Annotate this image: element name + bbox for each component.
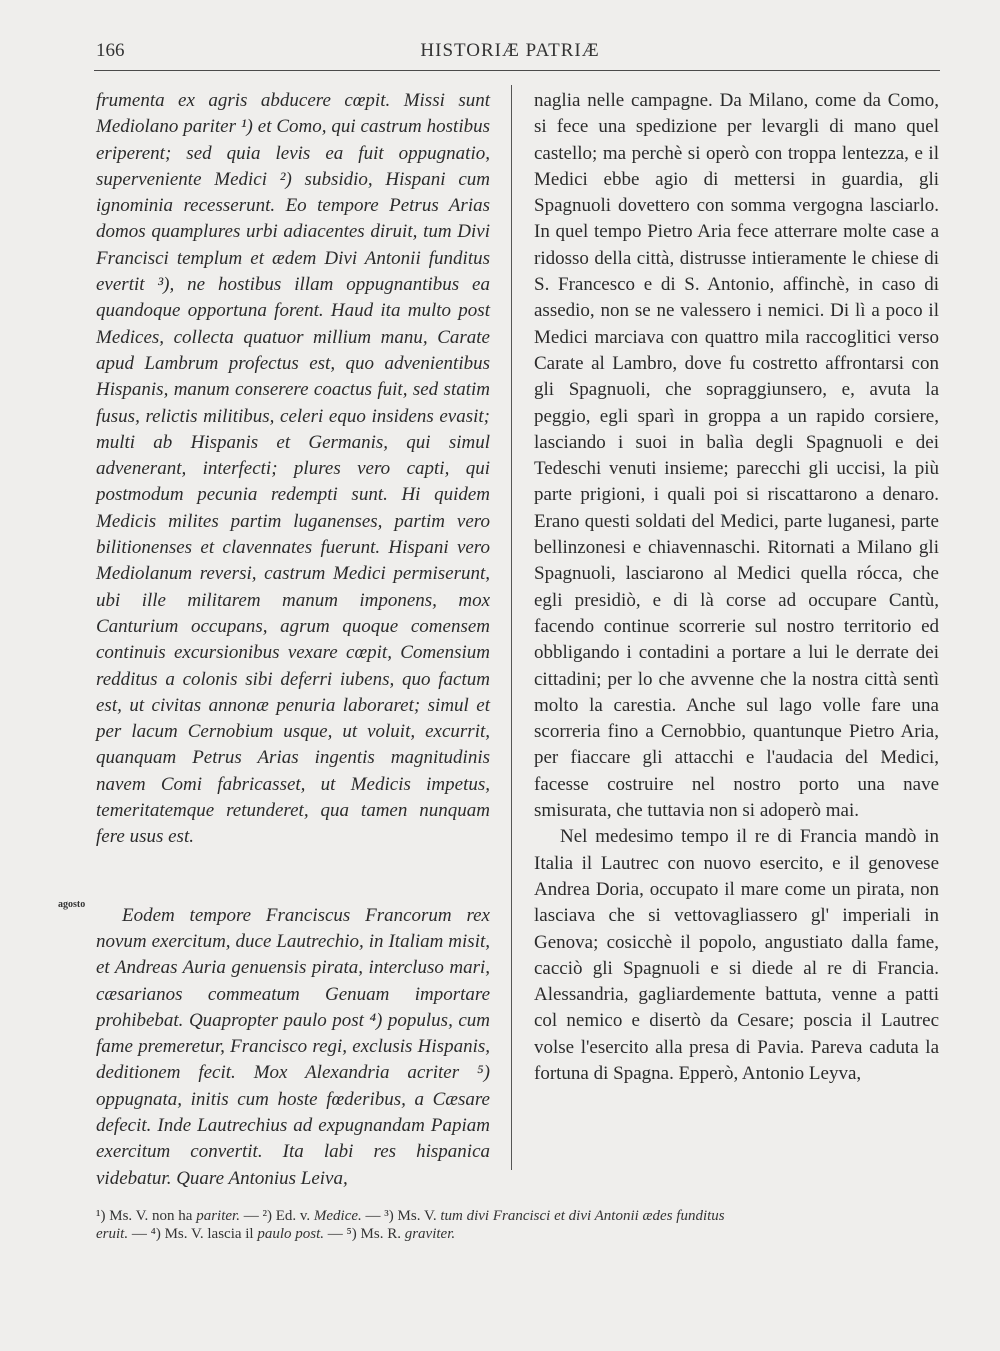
latin-text-column (96, 88, 490, 1192)
footnotes (96, 1207, 941, 1243)
footnote-italic: graviter. (404, 1226, 456, 1242)
header-rule (94, 70, 940, 71)
italian-text-column (534, 88, 939, 1087)
footnote-italic: pariter. (196, 1208, 240, 1224)
footnote-line (96, 1207, 941, 1225)
footnote-text: — ³) Ms. V. (361, 1208, 441, 1224)
column-divider (511, 85, 512, 1170)
footnote-text: — ⁵) Ms. R. (324, 1226, 405, 1242)
running-title: HISTORIÆ PATRIÆ (420, 40, 600, 61)
footnote-italic: eruit. (96, 1226, 129, 1242)
footnote-text: ¹) Ms. V. non ha (96, 1208, 197, 1224)
footnote-italic: paulo post. (257, 1226, 325, 1242)
footnote-italic: Medice. (313, 1208, 362, 1224)
footnote-text: — ²) Ed. v. (239, 1208, 314, 1224)
italian-paragraph: Nel medesimo tempo il re di Francia mandò in Italia il Lautrec con nuovo esercito, e il genovese Andrea Doria, occupato il mare come un pirata, non lasciava che si vettovagliassero gl' imperiali in Genova; cosicchè il popolo, angustiato dalla fame, cacciò gli Spagnuoli e si diede al re di Francia. Alessandria, gagliardemente battuta, venne a patti col nemico e disertò da Cesare; poscia il Lautrec volse l'esercito alla presa di Pavia. Pareva caduta la fortuna di Spagna. Epperò, Antonio Leyva, (534, 826, 939, 1084)
margin-note: agosto (58, 899, 86, 910)
latin-paragraph: frumenta ex agris abducere cœpit. Missi sunt Mediolano pariter ¹) et Como, qui castrum hostibus eriperent; sed quia levis ea fuit oppugnatio, superveniente Medici ²) subsidio, Hispani cum ignominia recesserunt. Eo tempore Petrus Arias domos quamplures urbi adiacentes diruit, tum Divi Francisci templum et ædem Divi Antonii funditus evertit ³), ne hostibus illam oppugnantibus ea quandoque opportuna forent. Haud ita multo post Medices, collecta quatuor millium manu, Carate apud Lambrum profectus est, quo advenientibus Hispanis, manum conserere coactus fuit, sed statim fusus, relictis militibus, celeri equo insidens evasit; multi ab Hispanis et Germanis, qui simul advenerant, interfecti; plures vero capti, qui postmodum pecunia redempti sunt. Hi quidem Medicis milites partim luganenses, partim vero bilitionenses et clavennates fuerunt. Hispani vero Mediolanum reversi, castrum Medici permiserunt, ubi ille militarem manum imponens, mox Canturium occupans, agrum quoque comensem continuis excursionibus vexare cœpit, Comensium redditus a colonis sibi deferri iubens, quo factum est, ut civitas annonæ penuria laboraret; simul et per lacum Cernobium usque, ut voluit, excurrit, quanquam Petrus Arias ingentis magnitudinis navem Comi fabricasset, ut Medicis impetus, temeritatemque retunderet, qua tamen nunquam fere usus est. (96, 90, 490, 848)
footnote-text: — ⁴) Ms. V. lascia il (128, 1226, 258, 1242)
latin-paragraph: Eodem tempore Franciscus Francorum rex novum exercitum, duce Lautrechio, in Italiam misit, et Andreas Auria genuensis pirata, intercluso mari, cæsarianos commeatum Genuam importare prohibebat. Quapropter paulo post ⁴) populus, cum fame premeretur, Francisco regi, exclusis Hispanis, deditionem fecit. Mox Alexandria acriter ⁵) oppugnata, initis cum hoste fœderibus, a Cæsare defecit. Inde Lautrechius ad expugnandam Papiam exercitum convertit. Ita labi res hispanica videbatur. Quare Antonius Leiva, (96, 904, 490, 1189)
italian-paragraph: naglia nelle campagne. Da Milano, come da Como, si fece una spedizione per levargli di mano quel castello; ma perchè si operò con troppa lentezza, e il Medici ebbe agio di mettersi in guardia, gli Spagnuoli dovettero con somma vergogna lasciarlo. In quel tempo Pietro Aria fece atterrare molte case a ridosso della città, distrusse intieramente le chiese di S. Francesco e di S. Antonio, affinchè, in caso di assedio, non se ne valessero i nemici. Di lì a poco il Medici marciava con quattro mila raccoglitici verso Carate al Lambro, dove fu costretto affrontarsi con gli Spagnuoli, che sopraggiunsero, e, avuta la peggio, egli sparì in groppa a un rapido corsiere, lasciando i suoi in balìa degli Spagnuoli e dei Tedeschi venuti insieme; parecchi gli uccisi, la più parte prigioni, i quali poi si riscattarono a denaro. Erano questi soldati del Medici, parte luganesi, parte bellinzonesi e chiavennaschi. Ritornati a Milano gli Spagnuoli, lasciarono al Medici quella rócca, che egli presidiò, e di là corse ad occupare Cantù, facendo continue scorrerie sul nostro territorio ed obbligando i contadini a portare a lui le derrate dei cittadini; per lo che avvenne che la nostra città sentì molto la carestia. Anche sul lago volle fare una scorreria fino a Cernobbio, quantunque Pietro Aria, per fiaccare gli attacchi e l'audacia del Medici, facesse costruire nel nostro porto una nave smisurata, che tuttavia non si adoperò mai. (534, 90, 939, 822)
footnote-italic: tum divi Francisci et divi Antonii ædes funditus (440, 1208, 725, 1224)
page-number: 166 (96, 40, 125, 61)
footnote-line (96, 1225, 941, 1243)
